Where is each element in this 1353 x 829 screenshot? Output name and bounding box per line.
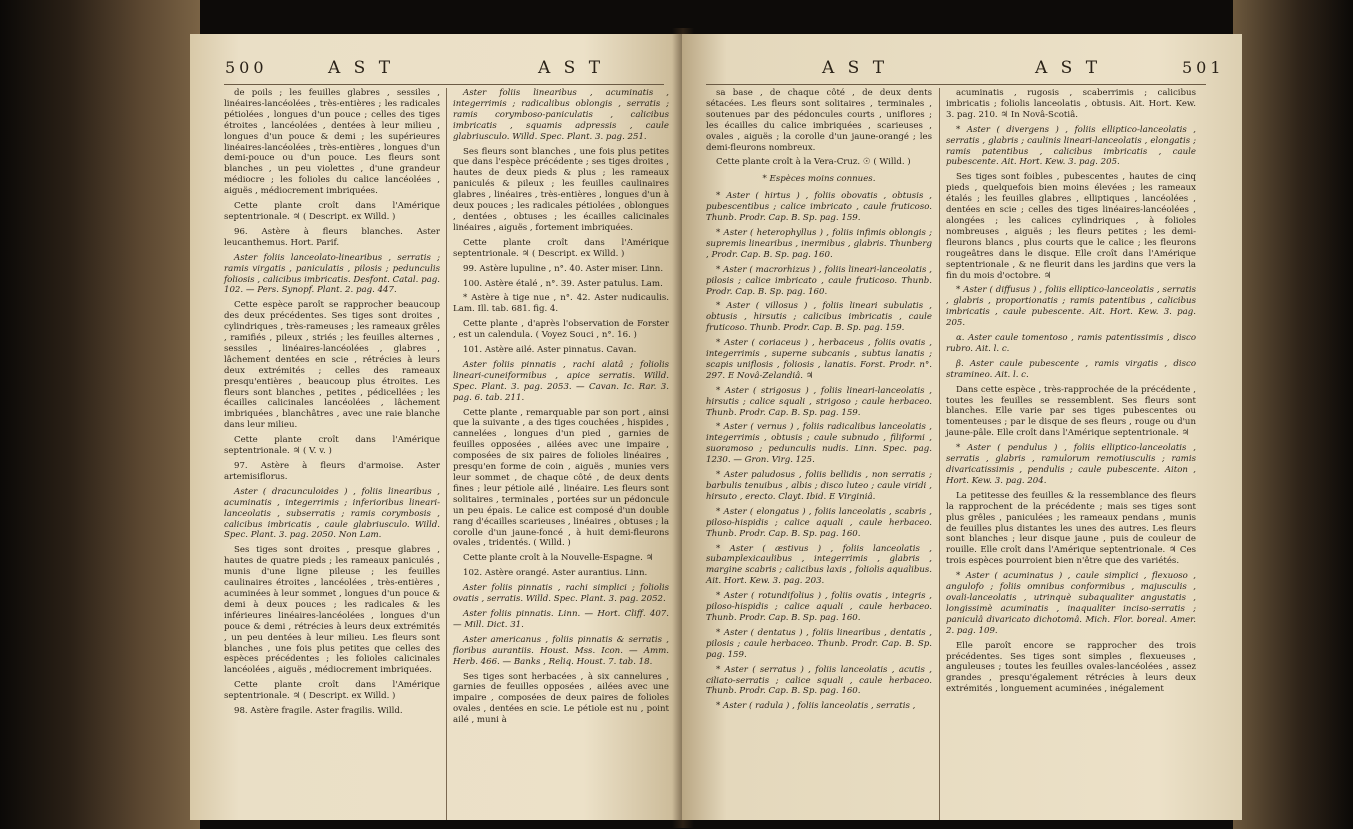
paragraph: Ses tiges sont foibles , pubescentes , hautes de cinq pieds , quelquefois bien moins élevées ; les rameaux étalés ; les feuilles glabres , elliptiques , lancéolées , dentées en scie ; celles des tiges linéaires-lancéolées , alongées ; les calices cylindriques , à folioles nombreuses , aiguës ; les fleurs petites ; les demi-fleurons blancs , plus courts que le calice ; les fleurons rougeâtres dans le disque. Elle croît dans l'Amérique septentrionale , & ne fleurit dans les jardins que vers la fin du mois d'octobre. ♃ xyxy=(946,172,1196,281)
right-page-header xyxy=(682,58,1242,80)
right-page-number: 501 xyxy=(1182,58,1225,77)
paragraph: Cette plante , d'après l'observation de Forster , est un calendula. ( Voyez Souci , n°. 16. ) xyxy=(453,319,669,341)
paragraph: * Aster ( hirtus ) , foliis obovatis , obtusis , pubescentibus ; calice imbricato , caule fruticoso. Thunb. Prodr. Cap. B. Sp. pag. 159. xyxy=(706,191,932,224)
paragraph: Ses fleurs sont blanches , une fois plus petites que dans l'espèce précédente ; ses tiges droites , hautes de deux pieds & plus ; les rameaux paniculés & pileux ; les feuilles caulinaires glabres , linéaires , très-entières , longues d'un à deux pouces ; les radicales pétiolées , oblongues , dentées , obtuses ; les écailles calicinales linéaires , aiguës , fortement imbriquées. xyxy=(453,146,669,233)
paragraph: Aster foliis pinnatis. Linn. — Hort. Cliff. 407. — Mill. Dict. 31. xyxy=(453,608,669,630)
right-running-head: A S T xyxy=(822,58,889,78)
paragraph: Cette plante croît à la Nouvelle-Espagne. ♃ xyxy=(463,553,654,564)
paragraph: Dans cette espèce , très-rapprochée de la précédente , toutes les feuilles se ressemblent. Ses fleurs sont blanches. Elle varie par ses tiges pubescentes ou tomenteuses ; par le disque de ses fleurs , rouge ou d'un jaune-pâle. Elle croît dans l'Amérique septentrionale. ♃ xyxy=(946,384,1196,439)
paragraph: Aster foliis lanceolato-linearibus , serratis ; ramis virgatis , paniculatis , pilosis ; pedunculis foliosis , calicibus imbricatis. Desfont. Catal. pag. 102. — Pers. Synopf. Plant. 2. pag. 447. xyxy=(224,252,440,296)
paragraph: de poils ; les feuilles glabres , sessiles , linéaires-lancéolées , très-entières ; les radicales pétiolées , longues d'un pouce ; celles des tiges étroites , lancéolées , dentées à leur milieu , longues d'un pouce & demi ; les supérieures linéaires-lancéolées , très-entières , longues d'un demi-pouce ou d'un pouce. Les fleurs sont blanches , un peu violettes , d'une grandeur médiocre ; les folioles du calice lancéolées , aiguës , médiocrement imbriquées. xyxy=(224,88,440,197)
paragraph: 99. Astère lupuline , n°. 40. Aster miser. Linn. xyxy=(463,263,664,274)
paragraph: * Aster ( divergens ) , foliis elliptico-lanceolatis , serratis , glabris ; caulinis lineari-lanceolatis , elongatis ; ramis patentibus , calicibus imbricatis , caule pubescente. Ait. Hort. Kew. 3. pag. 205. xyxy=(946,124,1196,168)
left-column-1 xyxy=(224,88,440,721)
paragraph: Cette plante , remarquable par son port , ainsi que la suivante , a des tiges couchées , hispides , cannelées , longues d'un pied , garnies de feuilles opposées , ailées avec une impaire , composées de six paires de folioles linéaires , presqu'en forme de coin , aiguës , munies vers leur sommet , de chaque côté , de deux dents fines ; leur pétiole ailé , linéaire. Les fleurs sont solitaires , terminales , portées sur un pédoncule un peu épais. Le calice est composé d'un double rang d'écailles scarieuses , linéaires , obtuses ; la corolle d'un jaune-foncé , à huit demi-fleurons ovales , tridentés. ( Willd. ) xyxy=(453,407,669,549)
paragraph: Aster foliis linearibus , acuminatis , integerrimis ; radicalibus oblongis , serratis ; ramis corymboso-paniculatis , calicibus imbricatis , squamis adpressis , caule glabriusculo. Willd. Spec. Plant. 3. pag. 251. xyxy=(453,88,669,142)
paragraph: * Aster paludosus , foliis bellidis , non serratis ; barbulis tenuibus , albis ; disco luteo ; caule viridi , hirsuto , erecto. Clayt. Ibid. E Virginiâ. xyxy=(706,470,932,502)
paragraph: Cette plante croît à la Vera-Cruz. ☉ ( Willd. ) xyxy=(716,157,911,168)
paragraph: La petitesse des feuilles & la ressemblance des fleurs la rapprochent de la précédente ; mais ses tiges sont plus grêles , paniculées ; les rameaux pendans , munis de feuilles plus distantes les unes des autres. Les fleurs sont blanches ; leur disque jaune , puis de couleur de rouille. Elle croît dans l'Amérique septentrionale. ♃ Ces trois espèces pourroient bien n'être que des variétés. xyxy=(946,490,1196,567)
left-header-rule xyxy=(224,84,664,85)
paragraph: Aster foliis pinnatis , rachi simplici ; foliolis ovatis , serratis. Willd. Spec. Plant. 3. pag. 2052. xyxy=(453,583,669,605)
paragraph: Cette espèce paroît se rapprocher beaucoup des deux précédentes. Ses tiges sont droites , cylindriques , très-rameuses ; les rameaux grêles , ramifiés , pileux , striés ; les feuilles alternes , sessiles , linéaires-lancéolées , glabres , lâchement dentées en scie , rétrécies à leurs deux extrémités ; celles des rameaux presqu'entières , beaucoup plus étroites. Les fleurs sont blanches , petites , pédicellées ; les écailles calicinales lancéolées , lâchement imbriquées , blanchâtres , avec une raie blanche dans leur milieu. xyxy=(224,300,440,431)
paragraph: Aster foliis pinnatis , rachi alatâ ; foliolis lineari-cuneiformibus , apice serratis. Willd. Spec. Plant. 3. pag. 2053. — Cavan. Ic. Rar. 3. pag. 6. tab. 211. xyxy=(453,359,669,403)
paragraph: Cette plante croît dans l'Amérique septentrionale. ♃ ( Descript. ex Willd. ) xyxy=(224,680,440,702)
paragraph: * Aster ( acuminatus ) , caule simplici , flexuoso , angulofo ; foliis omnibus conformibus , majusculis , ovali-lanceolatis , utrinquè subaqualiter angustatis , longissimè acuminatis , inaqualiter inciso-serratis ; paniculâ divaricato dichotomâ. Mich. Flor. boreal. Amer. 2. pag. 109. xyxy=(946,571,1196,636)
paragraph: Cette plante croît dans l'Amérique septentrionale. ♃ ( Descript. ex Willd. ) xyxy=(224,201,440,222)
paragraph: acuminatis , rugosis , scaberrimis ; calicibus imbricatis ; foliolis lanceolatis , obtusis. Ait. Hort. Kew. 3. pag. 210. ♃ In Novâ-Scotiâ. xyxy=(946,88,1196,120)
paragraph: * Aster ( serratus ) , foliis lanceolatis , acutis , ciliato-serratis ; calice squali , caule herbaceo. Thunb. Prodr. Cap. B. Sp. pag. 160. xyxy=(706,664,932,697)
paragraph: Aster americanus , foliis pinnatis & serratis , floribus aurantiis. Houst. Mss. Icon. — Amm. Herb. 466. — Banks , Reliq. Houst. 7. tab. 18. xyxy=(453,634,669,667)
paragraph: 98. Astère fragile. Aster fragilis. Willd. xyxy=(234,706,403,717)
left-running-head: A S T xyxy=(328,58,395,78)
paragraph: * Aster ( vernus ) , foliis radicalibus lanceolatis , integerrimis , obtusis ; caule subnudo , filiformi , suoramoso ; pedunculis nudis. Linn. Spec. pag. 1230. — Gron. Virg. 125. xyxy=(706,422,932,466)
paragraph: Cette plante croît dans l'Amérique septentrionale. ♃ ( Descript. ex Willd. ) xyxy=(453,237,669,259)
paragraph: Aster ( dracunculoides ) , foliis linearibus , acuminatis , integerrimis ; inferioribus lineari-lanceolatis , subserratis ; ramis corymbosis , calicibus imbricatis , caule glabriusculo. Willd. Spec. Plant. 3. pag. 2050. Non Lam. xyxy=(224,486,440,541)
paragraph: * Aster ( radula ) , foliis lanceolatis , serratis , xyxy=(716,701,916,712)
paragraph: * Aster ( villosus ) , foliis lineari subulatis , obtusis , hirsutis ; calicibus imbricatis , caule fruticoso. Thunb. Prodr. Cap. B. Sp. pag. 159. xyxy=(706,301,932,334)
paragraph: * Aster ( coriaceus ) , herbaceus , foliis ovatis , integerrimis , superne subcanis , subtus lanatis ; scapis uniflosis , foliosis , lanatis. Forst. Prodr. n°. 297. E Novâ-Zelandiâ. ♃ xyxy=(706,338,932,381)
paragraph: sa base , de chaque côté , de deux dents sétacées. Les fleurs sont solitaires , terminales , soutenues par des pédoncules courts , uniflores ; les écailles du calice imbriquées , scarieuses , ovales , aiguës ; la corolle d'un jaune-orangé ; les demi-fleurons nombreux. xyxy=(706,88,932,153)
paragraph: * Aster ( elongatus ) , foliis lanceolatis , scabris , piloso-hispidis ; calice aquali , caule herbaceo. Thunb. Prodr. Cap. B. Sp. pag. 160. xyxy=(706,506,932,539)
paragraph: * Aster ( rotundifolius ) , foliis ovatis , integris , piloso-hispidis ; calice aquali , caule herbaceo. Thunb. Prodr. Cap. B. Sp. pag. 160. xyxy=(706,591,932,623)
paragraph: Ses tiges sont herbacées , à six cannelures , garnies de feuilles opposées , ailées avec une impaire , composées de deux paires de folioles ovales , dentées en scie. Le pétiole est nu , point ailé , muni à xyxy=(453,671,669,726)
paragraph: * Aster ( macrorhizus ) , foliis lineari-lanceolatis , pilosis ; calice imbricato , caule fruticoso. Thunb. Prodr. Cap. B. Sp. pag. 160. xyxy=(706,264,932,297)
left-page-number: 500 xyxy=(225,58,268,77)
paragraph: β. Aster caule pubescente , ramis virgatis , disco stramineo. Ait. l. c. xyxy=(946,358,1196,380)
paragraph: * Astère à tige nue , n°. 42. Aster nudicaulis. Lam. Ill. tab. 681. fig. 4. xyxy=(453,293,669,315)
paragraph: * Aster ( dentatus ) , foliis linearibus , dentatis , pilosis ; caule herbaceo. Thunb. Prodr. Cap. B. Sp. pag. 159. xyxy=(706,627,932,660)
left-page-header xyxy=(190,58,682,80)
right-header-rule xyxy=(706,84,1206,85)
right-column-1 xyxy=(706,88,932,716)
paragraph: Elle paroît encore se rapprocher des trois précédentes. Ses tiges sont simples , flexueuses , anguleuses ; toutes les feuilles ovales-lancéolées , assez grandes , presqu'également rétrécies à leurs deux extrémités , longuement acuminées , inégalement xyxy=(946,640,1196,695)
left-running-head-2: A S T xyxy=(538,58,605,78)
paragraph: 100. Astère étalé , n°. 39. Aster patulus. Lam. xyxy=(463,278,663,289)
paragraph: * Aster ( pendulus ) , foliis elliptico-lanceolatis , serratis , glabris , ramulorum remotiusculis ; ramis divaricatissimis , pendulis ; caule pubescente. Aiton , Hort. Kew. 3. pag. 204. xyxy=(946,443,1196,486)
paragraph: * Aster ( heterophyllus ) , foliis infimis oblongis ; supremis linearibus , inermibus , glabris. Thunberg , Prodr. Cap. B. Sp. pag. 160. xyxy=(706,227,932,260)
paragraph: 101. Astère ailé. Aster pinnatus. Cavan. xyxy=(463,345,637,356)
paragraph: α. Aster caule tomentoso , ramis patentissimis , disco rubro. Ait. l. c. xyxy=(946,333,1196,354)
paragraph: Cette plante croît dans l'Amérique septentrionale. ♃ ( V. v. ) xyxy=(224,435,440,457)
left-column-2 xyxy=(453,88,669,730)
paragraph: * Aster ( strigosus ) , foliis lineari-lanceolatis , hirsutis ; calice squali , strigoso ; caule herbaceo. Thunb. Prodr. Cap. B. Sp. pag. 159. xyxy=(706,385,932,418)
paragraph: * Aster ( diffusus ) , foliis elliptico-lanceolatis , serratis , glabris , proportionatis ; ramis patentibus , calicibus imbricatis , caule pubescente. Ait. Hort. Kew. 3. pag. 205. xyxy=(946,285,1196,329)
paragraph: 97. Astère à fleurs d'armoise. Aster artemisiflorus. xyxy=(224,461,440,482)
paragraph: Ses tiges sont droites , presque glabres , hautes de quatre pieds ; les rameaux paniculés , munis d'une ligne pileuse ; les feuilles caulinaires étroites , lancéolées , très-entières , acuminées à leur sommet , longues d'un pouce & demi à deux pouces ; les radicales & les inférieures linéaires-lancéolées , longues d'un pouce & demi , rétrécies à leurs deux extrémités , un peu dentées à leur milieu. Les fleurs sont blanches , une fois plus petites que celles des espèces précédentes ; les folioles calicinales lancéolées , aiguës , médiocrement imbriquées. xyxy=(224,545,440,676)
right-running-head-2: A S T xyxy=(1035,58,1102,78)
paragraph: 102. Astère orangé. Aster aurantius. Linn. xyxy=(463,568,648,579)
paragraph: * Aster ( æstivus ) , foliis lanceolatis , subamplexicaulibus , integerrimis , glabris , margine scabris ; calicibus laxis , foliolis aqualibus. Ait. Hort. Kew. 3. pag. 203. xyxy=(706,543,932,587)
right-column-2 xyxy=(946,88,1196,699)
right-column-divider xyxy=(939,88,940,820)
paragraph: * Espèces moins connues. xyxy=(762,174,876,185)
left-column-divider xyxy=(446,88,447,820)
paragraph: 96. Astère à fleurs blanches. Aster leucanthemus. Hort. Parif. xyxy=(224,226,440,248)
right-page xyxy=(682,34,1242,820)
left-page xyxy=(190,34,682,820)
book-edge-left xyxy=(0,0,200,829)
book-edge-right xyxy=(1233,0,1353,829)
